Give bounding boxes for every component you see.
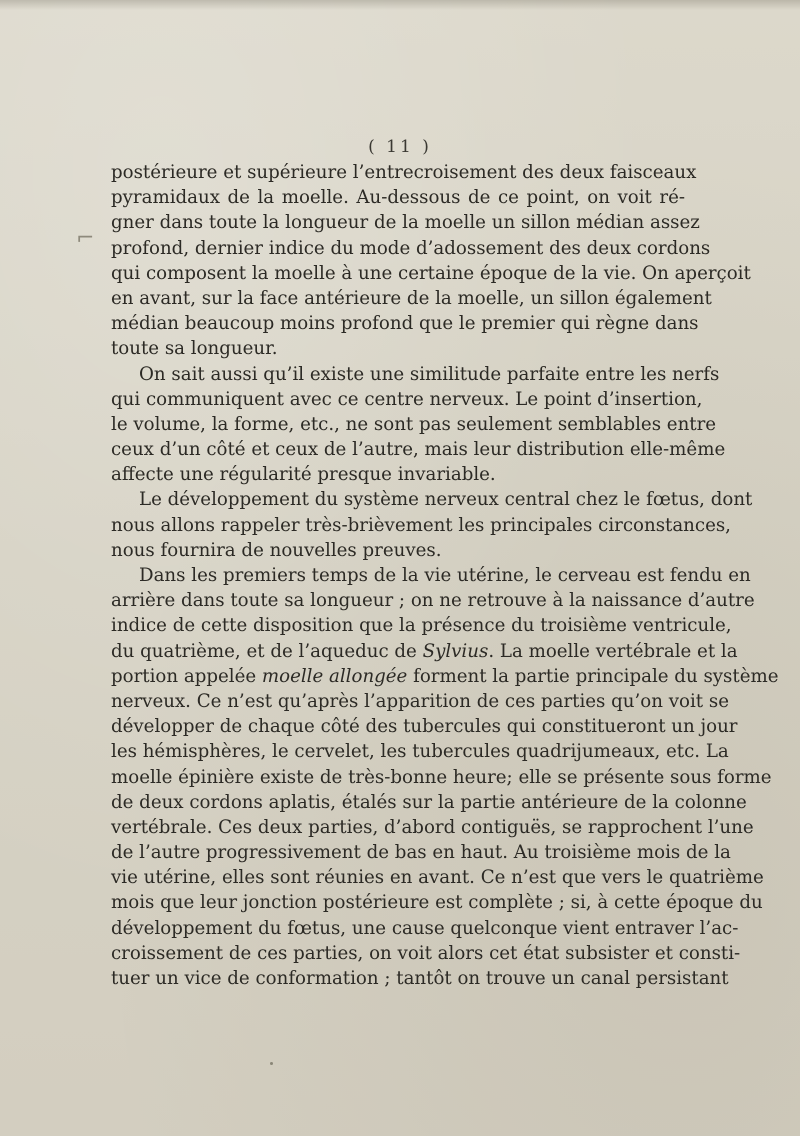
text-run: forment la partie principale du système: [407, 665, 779, 687]
body-text: [111, 160, 779, 991]
italic-term-moelle-allongee: moelle allongée: [261, 665, 408, 687]
text-line: développer de chaque côté des tubercules qui constitueront un jour: [111, 716, 738, 738]
text-line: le volume, la forme, etc., ne sont pas seulement semblables entre: [111, 413, 717, 435]
text-line: postérieure et supérieure l’entrecroisement des deux faisceaux: [111, 162, 697, 183]
text-line: indice de cette disposition que la présence du troisième ventricule,: [111, 615, 732, 637]
text-line-with-italic: [111, 664, 779, 689]
text-line: en avant, sur la face antérieure de la moelle, un sillon également: [111, 287, 712, 309]
text-line: nerveux. Ce n’est qu’après l’apparition de ces parties qu’on voit se: [111, 690, 729, 712]
paragraph-start-line: Le développement du système nerveux central chez le fœtus, dont: [139, 489, 753, 511]
text-line: gner dans toute la longueur de la moelle un sillon médian assez: [111, 212, 700, 234]
paragraph-start-line: Dans les premiers temps de la vie utérine, le cerveau est fendu en: [139, 565, 751, 586]
paragraph-end-line: nous fournira de nouvelles preuves.: [111, 539, 442, 561]
text-run: du quatrième, et de l’aqueduc de: [111, 640, 423, 662]
page-number: ( 11 ): [368, 137, 432, 157]
text-line: vie utérine, elles sont réunies en avant. Ce n’est que vers le quatrième: [111, 867, 764, 889]
text-line: les hémisphères, le cervelet, les tubercules quadrijumeaux, etc. La: [111, 741, 729, 763]
italic-term-sylvius: Sylvius: [422, 640, 489, 662]
text-line: médian beaucoup moins profond que le premier qui règne dans: [111, 313, 699, 335]
text-line: arrière dans toute sa longueur ; on ne retrouve à la naissance d’autre: [111, 590, 755, 612]
text-line: ceux d’un côté et ceux de l’autre, mais leur distribution elle-même: [111, 439, 726, 461]
paragraph-start-line: On sait aussi qu’il existe une similitude parfaite entre les nerfs: [139, 363, 720, 385]
text-run: portion appelée: [111, 665, 262, 687]
margin-pencil-mark: ⌐: [76, 226, 95, 251]
page-speck: [270, 1062, 273, 1065]
page-top-edge: [0, 0, 800, 10]
paragraph-end-line: affecte une régularité presque invariable.: [111, 464, 496, 486]
text-line-with-italic: [111, 639, 738, 664]
text-line: vertébrale. Ces deux parties, d’abord contiguës, se rapprochent l’une: [111, 816, 754, 838]
text-line: mois que leur jonction postérieure est complète ; si, à cette époque du: [111, 892, 763, 914]
text-line: qui composent la moelle à une certaine époque de la vie. On aperçoit: [111, 262, 751, 284]
text-line: croissement de ces parties, on voit alors cet état subsister et consti-: [111, 942, 741, 964]
text-run: . La moelle vertébrale et la: [488, 640, 738, 662]
text-line: nous allons rappeler très-brièvement les principales circonstances,: [111, 514, 731, 536]
text-line: qui communiquent avec ce centre nerveux. Le point d’insertion,: [111, 388, 703, 410]
text-line: développement du fœtus, une cause quelconque vient entraver l’ac-: [111, 917, 739, 939]
text-line: profond, dernier indice du mode d’adossement des deux cordons: [111, 237, 711, 259]
text-line: moelle épinière existe de très-bonne heure; elle se présente sous forme: [111, 766, 772, 788]
text-line: de deux cordons aplatis, étalés sur la partie antérieure de la colonne: [111, 791, 747, 813]
text-line: pyramidaux de la moelle. Au-dessous de ce point, on voit ré-: [111, 187, 685, 209]
paragraph-end-line: toute sa longueur.: [111, 338, 278, 360]
text-line: tuer un vice de conformation ; tantôt on trouve un canal persistant: [111, 968, 729, 989]
text-line: de l’autre progressivement de bas en haut. Au troisième mois de la: [111, 842, 731, 864]
